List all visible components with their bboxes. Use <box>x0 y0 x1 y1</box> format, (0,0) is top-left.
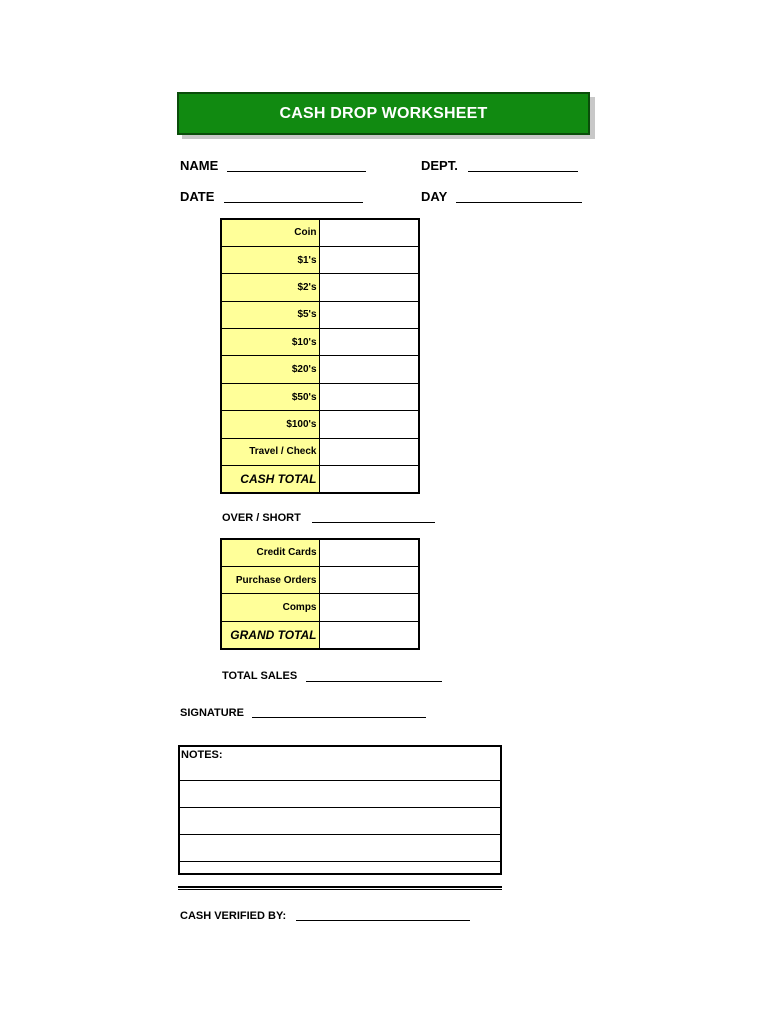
date-label: DATE <box>180 189 215 204</box>
table-row <box>221 566 419 593</box>
row-value-cell[interactable] <box>319 621 419 648</box>
over-short-field[interactable] <box>312 522 435 523</box>
row-value-cell[interactable] <box>319 594 419 621</box>
row-value-cell[interactable] <box>319 329 419 356</box>
table-row <box>221 356 419 383</box>
dept-label: DEPT. <box>421 158 458 173</box>
divider <box>178 886 502 890</box>
row-label: Comps <box>221 594 319 621</box>
table-row <box>221 621 419 648</box>
row-value-cell[interactable] <box>319 539 419 566</box>
row-label: Credit Cards <box>221 539 319 566</box>
row-value-cell[interactable] <box>319 301 419 328</box>
table-row <box>221 594 419 621</box>
total-sales-field[interactable] <box>306 681 442 682</box>
table-row <box>221 438 419 465</box>
row-value-cell[interactable] <box>319 438 419 465</box>
row-label: GRAND TOTAL <box>221 621 319 648</box>
row-value-cell[interactable] <box>319 383 419 410</box>
row-label: $20's <box>221 356 319 383</box>
table-row <box>221 274 419 301</box>
row-value-cell[interactable] <box>319 219 419 246</box>
table-row <box>221 411 419 438</box>
table-row <box>221 466 419 493</box>
total-sales-label: TOTAL SALES <box>222 670 298 682</box>
over-short-label: OVER / SHORT <box>222 512 301 524</box>
row-value-cell[interactable] <box>319 246 419 273</box>
table-row <box>221 246 419 273</box>
notes-line <box>180 834 500 835</box>
table-row <box>221 219 419 246</box>
cash-count-table <box>220 218 420 494</box>
row-label: $50's <box>221 383 319 410</box>
row-label: $2's <box>221 274 319 301</box>
other-payments-table <box>220 538 420 650</box>
dept-field[interactable] <box>468 171 578 172</box>
name-label: NAME <box>180 158 219 173</box>
name-field[interactable] <box>227 171 366 172</box>
table-row <box>221 539 419 566</box>
table-row <box>221 329 419 356</box>
row-label: $100's <box>221 411 319 438</box>
notes-box[interactable] <box>178 745 502 875</box>
row-label: CASH TOTAL <box>221 466 319 493</box>
row-label: $1's <box>221 246 319 273</box>
cash-verified-label: CASH VERIFIED BY: <box>180 910 287 922</box>
title-bar <box>177 92 590 135</box>
notes-label: NOTES: <box>181 749 223 761</box>
row-value-cell[interactable] <box>319 356 419 383</box>
table-row <box>221 383 419 410</box>
row-label: $10's <box>221 329 319 356</box>
day-label: DAY <box>421 189 448 204</box>
signature-label: SIGNATURE <box>180 707 244 719</box>
date-field[interactable] <box>224 202 363 203</box>
page-title: CASH DROP WORKSHEET <box>279 104 488 122</box>
row-label: Coin <box>221 219 319 246</box>
notes-line <box>180 780 500 781</box>
row-value-cell[interactable] <box>319 466 419 493</box>
notes-line <box>180 861 500 862</box>
cash-verified-field[interactable] <box>296 920 470 921</box>
row-value-cell[interactable] <box>319 566 419 593</box>
row-label: Purchase Orders <box>221 566 319 593</box>
row-label: $5's <box>221 301 319 328</box>
table-row <box>221 301 419 328</box>
row-label: Travel / Check <box>221 438 319 465</box>
notes-line <box>180 807 500 808</box>
row-value-cell[interactable] <box>319 274 419 301</box>
day-field[interactable] <box>456 202 582 203</box>
row-value-cell[interactable] <box>319 411 419 438</box>
signature-field[interactable] <box>252 717 426 718</box>
